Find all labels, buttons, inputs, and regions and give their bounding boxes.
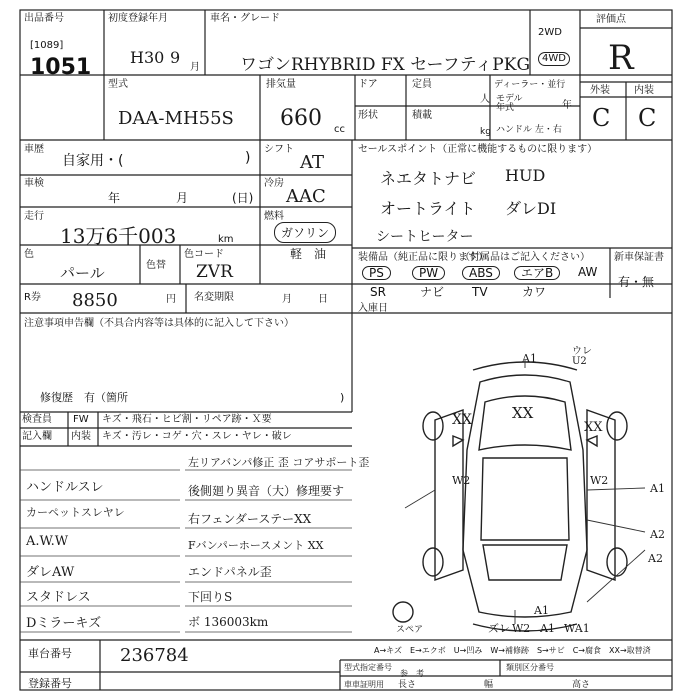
equipment-abs: ABS — [462, 266, 500, 280]
displacement-value: 660 — [280, 106, 322, 131]
kg-unit: kg — [480, 127, 491, 137]
mark-rear-zure: ズレ — [488, 622, 510, 635]
color-change-label: 色替 — [146, 260, 166, 271]
recycle-value: 8850 — [72, 290, 118, 311]
first-reg-label: 初度登録年月 — [108, 13, 168, 24]
lot-sub: [1089] — [30, 40, 64, 51]
note-left-1: ハンドルスレ — [26, 480, 104, 495]
mileage-label: 走行 — [24, 211, 44, 222]
mark-left-door-w2: W2 — [452, 474, 471, 487]
equipment-tv: TV — [472, 285, 488, 299]
km-unit: km — [218, 234, 234, 245]
cert-label: 車車証明用 — [344, 680, 384, 689]
shift-label: シフト — [264, 144, 294, 155]
height-label: 高さ — [572, 680, 591, 690]
year-unit: 年 — [562, 100, 572, 111]
mark-front-ure: ウレ — [572, 346, 592, 357]
warranty-value: 有・無 — [618, 275, 655, 289]
sales-label: セールスポイント（正常に機能するものに限ります） — [358, 144, 598, 155]
mark-right-a2-lower: A2 — [648, 552, 663, 565]
mark-right-fender-xx: XX — [584, 420, 603, 435]
spare-label: スペア — [396, 625, 424, 635]
note-right-2: 後側廻り異音（大）修理要す — [188, 484, 345, 498]
equipment-aw: AW — [578, 265, 598, 279]
note-left-4: ダレAW — [26, 565, 75, 580]
mark-rear-w2: W2 — [512, 622, 531, 635]
shape-label: 形状 — [358, 110, 378, 121]
fw-label: FW — [73, 414, 89, 425]
arrival-label: 入庫日 — [358, 303, 388, 314]
note-left-5: スタドレス — [26, 590, 91, 605]
mark-right-door-w2: W2 — [590, 474, 609, 487]
options-label: （付属品はご記入ください） — [460, 252, 590, 263]
lot-label: 出品番号 — [24, 13, 64, 24]
color-value: パール — [60, 264, 105, 282]
legend-text: A→キズ E→エクボ U→凹み W→補修跡 S→サビ C→腐食 XX→取替済 — [374, 646, 651, 655]
mark-front-u2: U2 — [572, 356, 587, 367]
equipment-airbag: エアB — [514, 266, 560, 280]
equipment-ps: PS — [362, 266, 391, 280]
chassis-value: 236784 — [120, 645, 189, 666]
width-label: 幅 — [484, 680, 494, 690]
model-name-value: ワゴンRHYBRID FX セーフティPKG — [240, 55, 531, 75]
equipment-sr: SR — [370, 285, 386, 299]
history-label: 車歴 — [24, 144, 44, 155]
category-label: 類別区分番号 — [506, 663, 554, 672]
car-damage-diagram — [375, 340, 675, 640]
repair-close: ) — [340, 391, 345, 404]
first-reg-month: 9 — [170, 48, 181, 67]
color-label: 色 — [24, 249, 34, 260]
mark-front-a1: A1 — [522, 352, 537, 365]
equipment-pw: PW — [412, 266, 445, 280]
model-year-label-2: 年式 — [496, 103, 515, 113]
entry-label: 記入欄 — [22, 431, 52, 442]
fw-text: キズ・飛石・ヒビ割・リペア跡・Ｘ要 — [102, 414, 272, 425]
fuel-value: ガソリン — [274, 222, 336, 243]
note-right-1: 左リアバンパ修正 歪 コアサポート歪 — [188, 456, 370, 469]
grade-label: 評価点 — [596, 14, 626, 25]
sales-point-2: HUD — [505, 166, 546, 185]
reference-label: 参 考 — [400, 669, 424, 678]
warranty-label: 新車保証書 — [614, 252, 664, 263]
color-code-label: 色コード — [184, 249, 224, 260]
note-left-3: A.W.W — [26, 534, 69, 549]
mileage-value: 13万6千003 — [60, 224, 177, 248]
exterior-value: C — [592, 104, 611, 132]
shift-value: AT — [300, 152, 325, 173]
notes-label: 注意事項申告欄（不具合内容等は具体的に記入して下さい） — [24, 318, 294, 329]
load-label: 積載 — [412, 110, 432, 121]
grade-value: R — [608, 38, 634, 78]
interior-row-text: キズ・汚レ・コゲ・穴・スレ・ヤレ・破レ — [102, 431, 292, 442]
drive-2wd: 2WD — [538, 27, 562, 38]
mark-hood-xx: XX — [512, 404, 534, 422]
interior-value: C — [638, 104, 657, 132]
note-right-7: ボ 136003km — [188, 615, 269, 629]
sales-point-4: ダレDI — [505, 199, 557, 218]
reg-number-label: 登録番号 — [28, 677, 72, 690]
model-code-label: 型式 — [108, 79, 128, 90]
cc-unit: cc — [334, 124, 345, 135]
lot-number: 1051 — [30, 55, 92, 80]
history-value: 自家用・( — [62, 153, 124, 169]
displacement-label: 排気量 — [266, 79, 296, 90]
mark-rear-a1-lower: A1 — [540, 622, 555, 635]
ac-label: 冷房 — [264, 178, 284, 189]
note-right-5: エンドパネル歪 — [188, 565, 272, 579]
inspector-label: 検査員 — [22, 414, 52, 425]
inspection-month: 月 — [176, 191, 189, 205]
equipment-label: 装備品（純正品に限ります） — [358, 252, 488, 263]
interior-label: 内装 — [634, 85, 654, 96]
mark-left-fender-xx: XX — [452, 412, 472, 428]
equipment-leather: カワ — [522, 285, 547, 299]
capacity-label: 定員 — [412, 79, 432, 90]
fuel-light: 軽 油 — [290, 247, 327, 261]
ac-value: AAC — [286, 186, 326, 207]
chassis-label: 車台番号 — [28, 647, 72, 660]
equipment-navi: ナビ — [420, 285, 445, 299]
fuel-label: 燃料 — [264, 211, 284, 222]
first-reg-era-year: H30 — [130, 48, 165, 67]
note-right-6: 下回りS — [188, 590, 233, 604]
model-year-label-1: モデル — [496, 94, 523, 104]
length-label: 長さ — [398, 680, 417, 690]
inspection-label: 車検 — [24, 178, 44, 189]
color-code-value: ZVR — [196, 262, 233, 282]
drive-4wd: 4WD — [538, 52, 570, 66]
repair-label: 修復歴 有（箇所 — [40, 391, 128, 404]
note-left-6: Dミラーキズ — [26, 616, 102, 631]
sales-point-3: オートライト — [380, 199, 476, 218]
inspection-day: (日) — [232, 191, 254, 205]
model-code-value: DAA-MH55S — [118, 108, 234, 129]
mark-rear-a1: A1 — [534, 604, 549, 617]
note-right-3: 右フェンダーステーXX — [188, 512, 312, 526]
model-name-label: 車名・グレード — [210, 13, 280, 24]
name-change-label: 名変期限 — [194, 292, 234, 303]
recycle-label: R券 — [24, 292, 41, 303]
dealer-label: ディーラー・並行 — [494, 80, 566, 90]
name-change-day: 日 — [318, 294, 328, 305]
note-left-2: カーペットスレヤレ — [26, 506, 125, 519]
form-designation-label: 型式指定番号 — [344, 663, 392, 672]
person-unit: 人 — [480, 94, 490, 105]
mark-right-a2-upper: A2 — [650, 528, 665, 541]
inspection-year: 年 — [108, 191, 121, 205]
exterior-label: 外装 — [590, 85, 610, 96]
month-unit: 月 — [190, 62, 200, 73]
interior-row-label: 内装 — [71, 431, 91, 442]
yen-unit: 円 — [166, 294, 176, 305]
sales-point-1: ネエタトナビ — [380, 169, 477, 188]
history-close: ) — [245, 150, 251, 166]
mark-right-a1: A1 — [650, 482, 665, 495]
doors-label: ドア — [358, 79, 378, 90]
name-change-month: 月 — [282, 294, 292, 305]
handle-label: ハンドル 左・右 — [496, 125, 562, 135]
sales-point-5: シートヒーター — [376, 229, 474, 245]
note-right-4: Fバンパーホースメント XX — [188, 539, 324, 552]
mark-rear-wa1: WA1 — [564, 622, 590, 635]
